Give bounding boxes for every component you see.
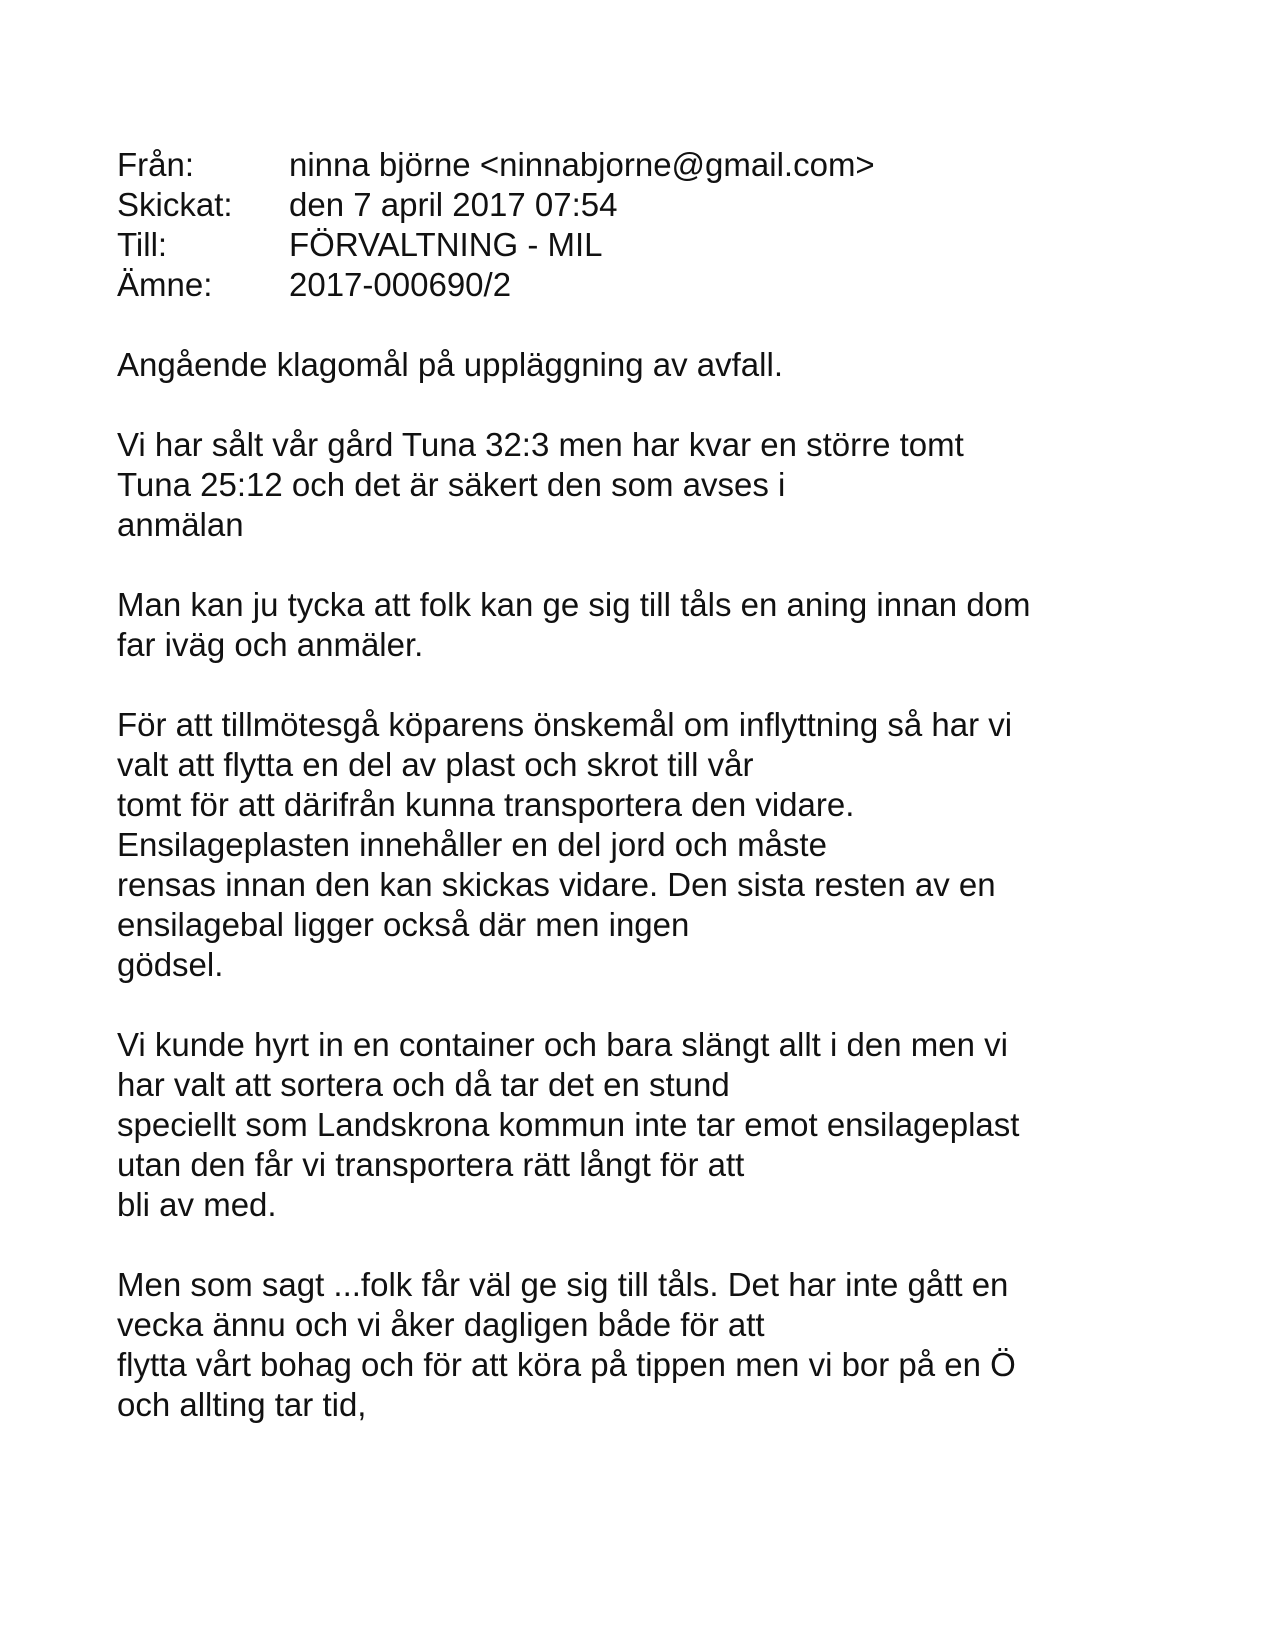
- paragraph-line: far iväg och anmäler.: [117, 626, 424, 663]
- body-intro-line: Angående klagomål på uppläggning av avfall.: [117, 346, 783, 383]
- paragraph-line: anmälan: [117, 506, 244, 543]
- paragraph-line: Vi har sålt vår gård Tuna 32:3 men har kvar en större tomt: [117, 426, 964, 463]
- header-row-sent: [117, 185, 1217, 225]
- paragraph-2: [117, 585, 1217, 665]
- subject-value: 2017-000690/2: [289, 266, 512, 303]
- paragraph-line: Vi kunde hyrt in en container och bara slängt allt i den men vi: [117, 1026, 1008, 1063]
- paragraph-line: har valt att sortera och då tar det en stund: [117, 1066, 730, 1103]
- from-value: ninna björne <ninnabjorne@gmail.com>: [289, 146, 875, 183]
- paragraph-line: För att tillmötesgå köparens önskemål om inflyttning så har vi: [117, 706, 1013, 743]
- header-row-from: [117, 145, 1217, 185]
- to-value: FÖRVALTNING - MIL: [289, 226, 603, 263]
- paragraph-line: och allting tar tid,: [117, 1386, 367, 1423]
- paragraph-1: [117, 425, 1217, 545]
- email-body: [117, 345, 1217, 1425]
- from-label: Från:: [117, 146, 195, 183]
- subject-label: Ämne:: [117, 266, 213, 303]
- header-row-to: [117, 225, 1217, 265]
- paragraph-line: vecka ännu och vi åker dagligen både för att: [117, 1306, 765, 1343]
- paragraph-line: valt att flytta en del av plast och skrot till vår: [117, 746, 754, 783]
- paragraph-line: Tuna 25:12 och det är säkert den som avses i: [117, 466, 786, 503]
- sent-label: Skickat:: [117, 186, 233, 223]
- paragraph-4: [117, 1025, 1217, 1225]
- paragraph-line: bli av med.: [117, 1186, 277, 1223]
- paragraph-line: ensilagebal ligger också där men ingen: [117, 906, 690, 943]
- body-intro: [117, 345, 1217, 385]
- paragraph-line: rensas innan den kan skickas vidare. Den sista resten av en: [117, 866, 996, 903]
- paragraph-line: utan den får vi transportera rätt långt för att: [117, 1146, 745, 1183]
- paragraph-line: flytta vårt bohag och för att köra på tippen men vi bor på en Ö: [117, 1346, 1016, 1383]
- paragraph-line: Man kan ju tycka att folk kan ge sig till tåls en aning innan dom: [117, 586, 1031, 623]
- paragraph-line: tomt för att därifrån kunna transportera den vidare.: [117, 786, 855, 823]
- paragraph-line: Ensilageplasten innehåller en del jord och måste: [117, 826, 827, 863]
- paragraph-3: [117, 705, 1217, 985]
- header-row-subject: [117, 265, 1217, 305]
- paragraph-line: gödsel.: [117, 946, 224, 983]
- email-header: [117, 145, 1217, 305]
- to-label: Till:: [117, 226, 168, 263]
- paragraph-line: speciellt som Landskrona kommun inte tar emot ensilageplast: [117, 1106, 1020, 1143]
- sent-value: den 7 april 2017 07:54: [289, 186, 618, 223]
- email-document: [117, 145, 1217, 1425]
- paragraph-5: [117, 1265, 1217, 1425]
- paragraph-line: Men som sagt ...folk får väl ge sig till tåls. Det har inte gått en: [117, 1266, 1009, 1303]
